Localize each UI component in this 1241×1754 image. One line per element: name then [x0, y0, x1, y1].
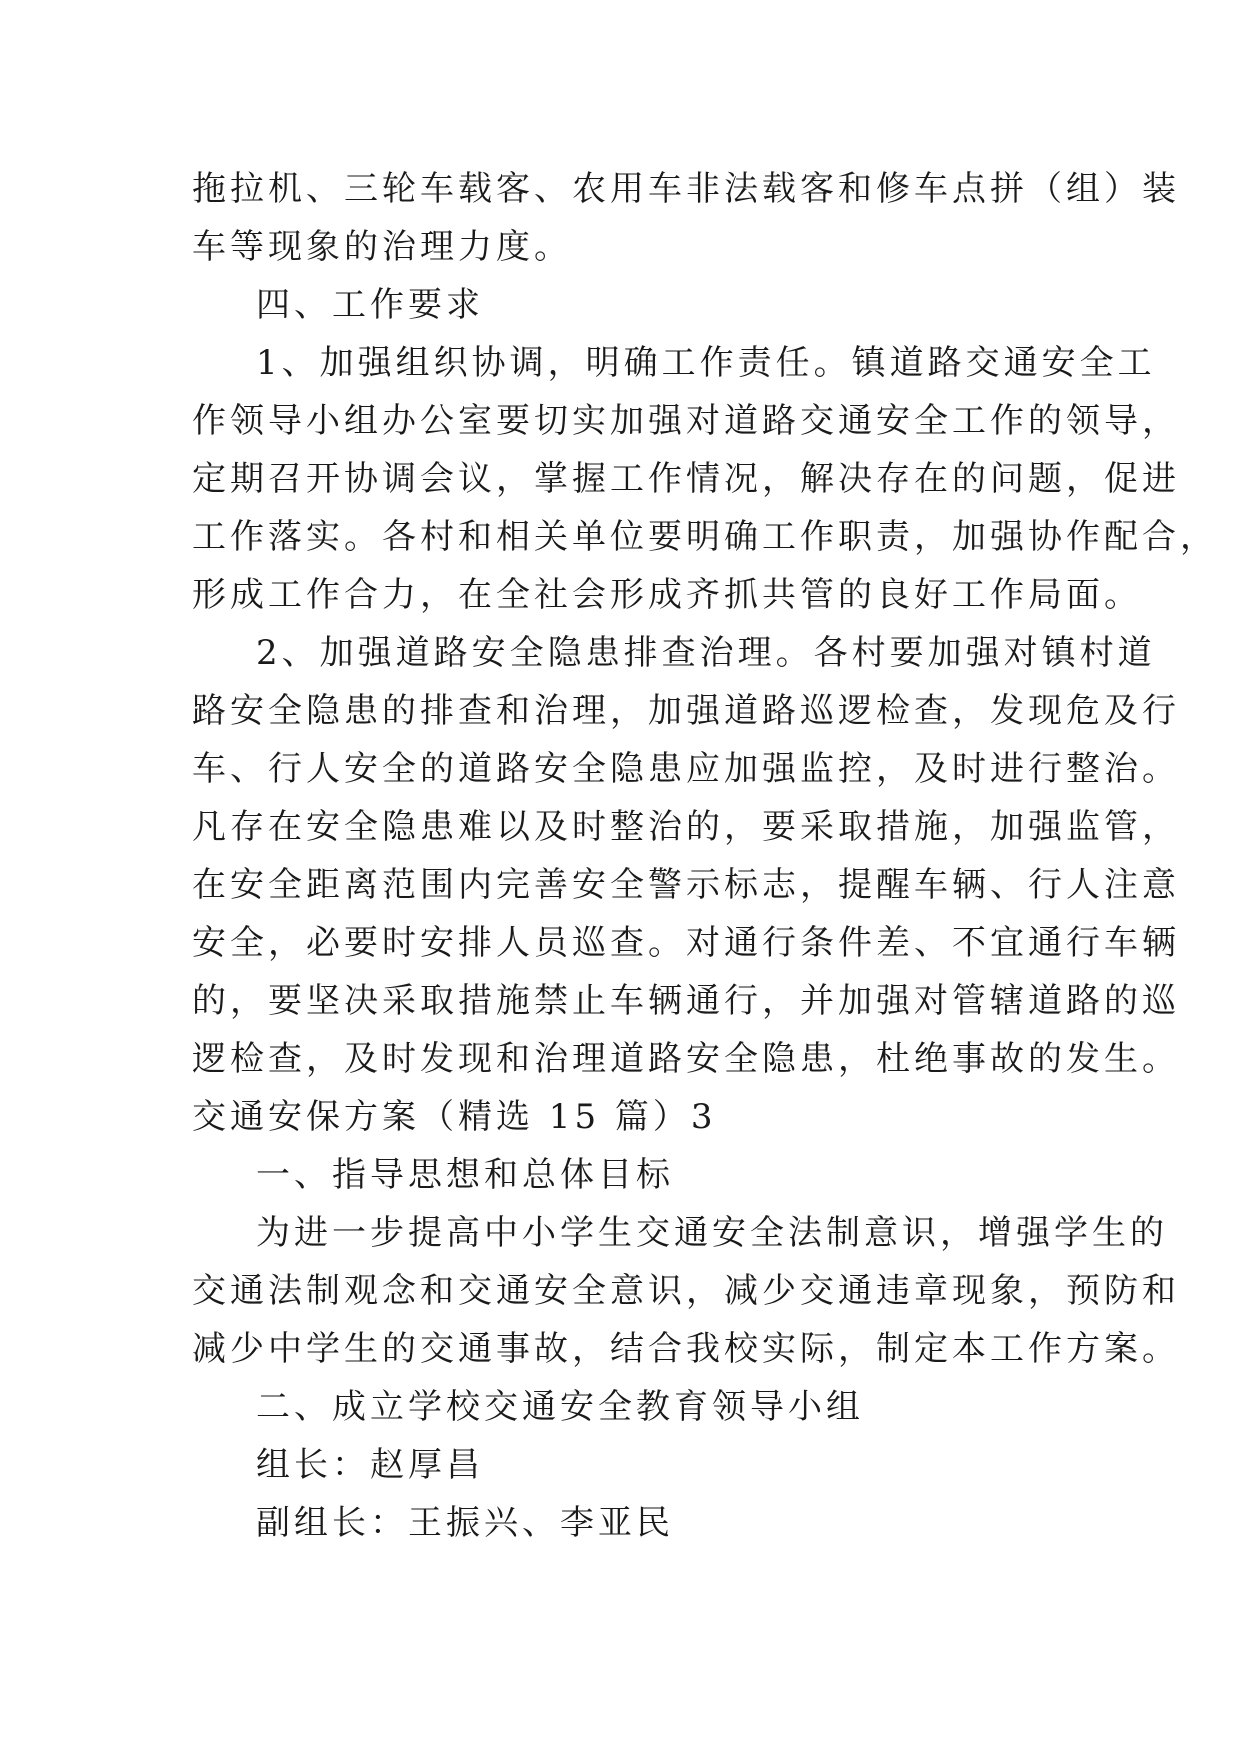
document-body: [192, 160, 1218, 1552]
text-line: 拖拉机、三轮车载客、农用车非法载客和修车点拼（组）装: [192, 169, 1180, 209]
text-line: 减少中学生的交通事故，结合我校实际，制定本工作方案。: [192, 1329, 1180, 1369]
text-line: 在安全距离范围内完善安全警示标志，提醒车辆、行人注意: [192, 865, 1180, 905]
text-line: 车等现象的治理力度。: [192, 227, 572, 267]
text-line: 逻检查，及时发现和治理道路安全隐患，杜绝事故的发生。: [192, 1039, 1180, 1079]
text-line: 路安全隐患的排查和治理，加强道路巡逻检查，发现危及行: [192, 691, 1180, 731]
text-line: 一、指导思想和总体目标: [256, 1155, 674, 1195]
text-line: 四、工作要求: [256, 285, 484, 325]
text-line: 定期召开协调会议，掌握工作情况，解决存在的问题，促进: [192, 459, 1180, 499]
text-line: 车、行人安全的道路安全隐患应加强监控，及时进行整治。: [192, 749, 1180, 789]
text-line: 凡存在安全隐患难以及时整治的，要采取措施，加强监管，: [192, 807, 1180, 847]
text-line: 形成工作合力，在全社会形成齐抓共管的良好工作局面。: [192, 575, 1142, 615]
text-line: 二、成立学校交通安全教育领导小组: [256, 1387, 864, 1427]
text-line: 2、加强道路安全隐患排查治理。各村要加强对镇村道: [256, 633, 1156, 673]
text-line: 安全，必要时安排人员巡查。对通行条件差、不宜通行车辆: [192, 923, 1180, 963]
text-line: 组长：赵厚昌: [256, 1445, 484, 1485]
text-line: 副组长：王振兴、李亚民: [256, 1503, 674, 1543]
text-line: 作领导小组办公室要切实加强对道路交通安全工作的领导，: [192, 401, 1180, 441]
text-line: 1、加强组织协调，明确工作责任。镇道路交通安全工: [256, 343, 1156, 383]
text-line: 工作落实。各村和相关单位要明确工作职责，加强协作配合，: [192, 517, 1218, 557]
text-line: 的，要坚决采取措施禁止车辆通行，并加强对管辖道路的巡: [192, 981, 1180, 1021]
text-line: 为进一步提高中小学生交通安全法制意识，增强学生的: [256, 1213, 1168, 1253]
text-line: 交通法制观念和交通安全意识，减少交通违章现象，预防和: [192, 1271, 1180, 1311]
text-line: 交通安保方案（精选 15 篇）3: [192, 1097, 717, 1137]
